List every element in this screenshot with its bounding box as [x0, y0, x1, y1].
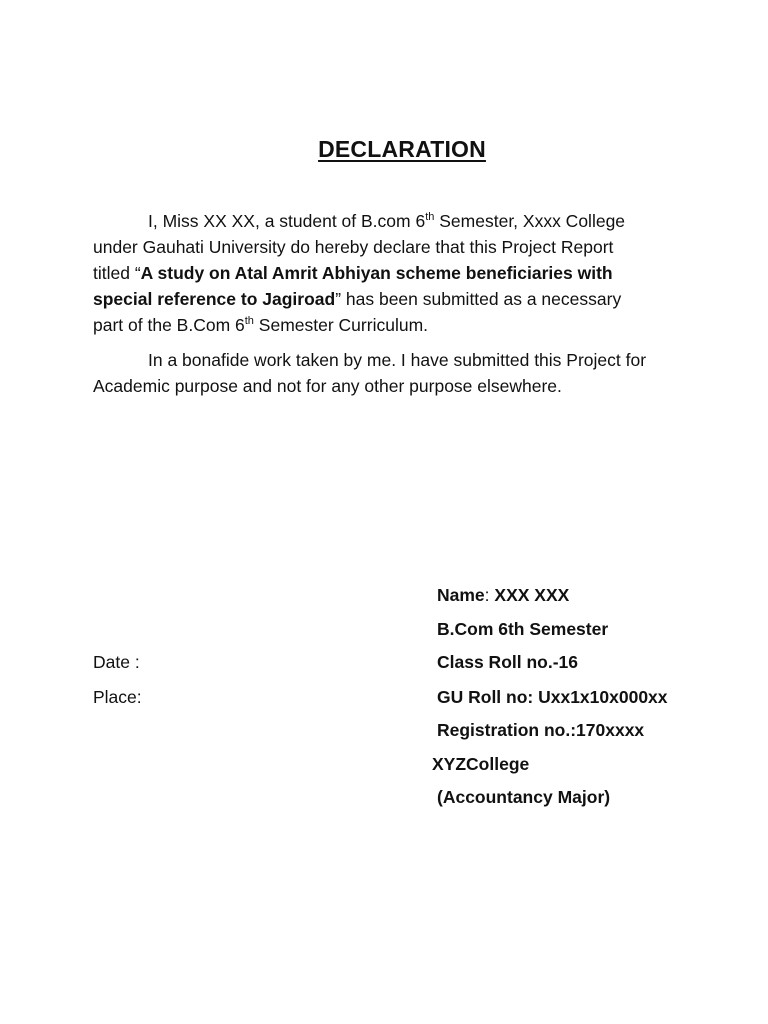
name-label: Name: [437, 585, 485, 605]
para1-text-4: Semester Curriculum.: [253, 315, 429, 335]
para2-text: In a bonafide work taken by me. I have submitted this Project for Academic purpose and not for any other purpose elsewhere.: [93, 350, 647, 396]
signature-semester: B.Com 6th Semester: [437, 619, 609, 639]
para1-superscript-1: th: [425, 211, 435, 224]
signature-class-roll: Class Roll no.-16: [437, 652, 579, 672]
para1-text-2: Semester, Xxxx College under Gauhati University do hereby declare that this Project Report titled “: [93, 211, 626, 283]
signature-name: [437, 584, 569, 606]
name-value: XXX XXX: [494, 585, 570, 605]
signature-gu-roll: GU Roll no: Uxx1x10x000xx: [437, 687, 668, 707]
para1-superscript-2: th: [244, 315, 254, 328]
signature-college: XYZCollege: [432, 754, 530, 774]
date-label: Date :: [93, 652, 140, 672]
signature-registration: Registration no.:170xxxx: [437, 720, 645, 740]
declaration-paragraph-1: [93, 208, 653, 338]
project-title: A study on Atal Amrit Abhiyan scheme beneficiaries with special reference to Jagiroad: [93, 263, 613, 309]
para1-text-3: ” has been submitted as a necessary part of the B.Com 6: [93, 289, 622, 335]
para1-text-1: I, Miss XX XX, a student of B.com 6: [148, 211, 426, 231]
place-label: Place:: [93, 687, 142, 707]
signature-major: (Accountancy Major): [437, 787, 611, 807]
page-title: DECLARATION: [318, 136, 486, 162]
name-separator: :: [484, 585, 495, 605]
declaration-paragraph-2: [93, 347, 653, 399]
